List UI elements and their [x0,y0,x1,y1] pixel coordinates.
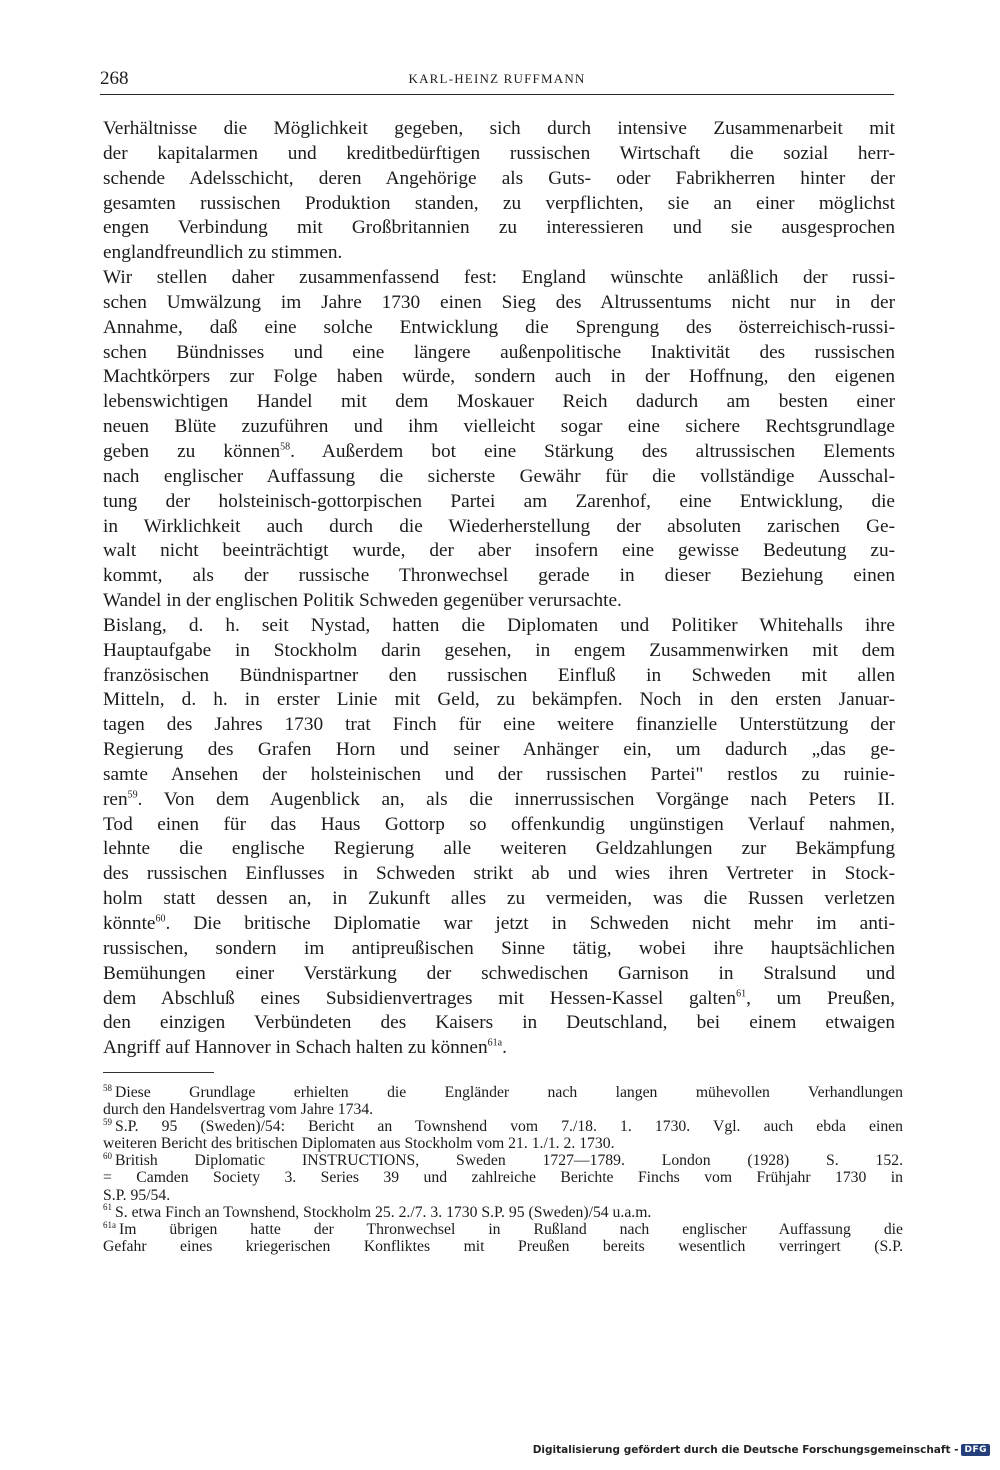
body-line: Wandel in der englischen Politik Schweden gegenüber verursachte. [103,590,622,612]
footnote-line: Gefahr eines kriegerischen Konfliktes mit Preußen bereits wesentlich verringert (S.P. [103,1237,903,1255]
footnote-line: = Camden Society 3. Series 39 und zahlreiche Berichte Finchs vom Frühjahr 1730 in [103,1169,903,1187]
line-part: . Von dem Augenblick an, als die innerrussischen Vorgänge nach Peters II. [137,788,895,810]
body-line: in Wirklichkeit auch durch die Wiederherstellung der absoluten zarischen Ge- [103,515,895,537]
body-line: nach englischer Auffassung die sicherste Gewähr für die vollständige Ausschal- [103,465,895,487]
body-line: tagen des Jahres 1730 trat Finch für eine weitere finanzielle Unterstützung der [103,714,895,736]
footnote-60 [103,1152,903,1203]
body-text [103,117,895,1061]
line-part: . [502,1037,507,1059]
footnote-line: weiteren Bericht des britischen Diplomaten aus Stockholm vom 21. 1./1. 2. 1730. [103,1135,615,1153]
footnote-line: S.P. 95/54. [103,1186,171,1204]
body-line: Verhältnisse die Möglichkeit gegeben, sich durch intensive Zusammenarbeit mit [103,118,895,139]
body-line: Mitteln, d. h. in erster Linie mit Geld, zu bekämpfen. Noch in den ersten Januar- [103,689,895,711]
body-line [103,1036,895,1061]
footnote-line [103,1152,903,1169]
body-line: neuen Blüte zuzuführen und ihm vielleicht sogar eine sichere Rechtsgrundlage [103,416,895,438]
footnote-line [103,1084,903,1101]
body-line: Bislang, d. h. seit Nystad, hatten die Diplomaten und Politiker Whitehalls ihre [103,614,895,636]
footnote-ref-58[interactable]: 58 [280,441,291,453]
line-part: Angriff auf Hannover in Schach halten zu können [103,1037,488,1059]
footnote-text: Diese Grundlage erhielten die Engländer nach langen mühevollen Verhandlungen [115,1084,903,1101]
body-line [103,788,895,813]
line-part: dem Abschluß eines Subsidienvertrages mit Hessen-Kassel galten [103,987,737,1009]
footnote-ref-61[interactable]: 61 [736,988,747,1000]
body-line: schen Umwälzung im Jahre 1730 einen Sieg des Altrussentums nicht nur in der [103,291,895,313]
footnote-61a [103,1221,903,1255]
body-line: englandfreundlich zu stimmen. [103,242,343,264]
body-line: französischen Bündnispartner den russischen Einfluß in Schweden mit allen [103,664,895,686]
footnote-58 [103,1084,903,1118]
footnote-59 [103,1118,903,1152]
body-line [103,440,895,465]
body-line: tung der holsteinisch-gottorpischen Partei am Zarenhof, eine Entwicklung, die [103,490,895,512]
page-header [100,66,894,95]
line-part: ren [103,788,128,810]
body-line: schende Adelsschicht, deren Angehörige als Guts- oder Fabrikherren hinter der [103,167,895,189]
body-line [103,912,895,937]
body-line: samte Ansehen der holsteinischen und der russischen Partei" restlos zu ruinie- [103,763,895,785]
footnote-mark: 59 [103,1116,112,1127]
body-line: kommt, als der russische Thronwechsel gerade in dieser Beziehung einen [103,565,895,587]
dfg-funding-text: Digitalisierung gefördert durch die Deutsche Forschungsgemeinschaft - [532,1444,959,1456]
footnote-text: S.P. 95 (Sweden)/54: Bericht an Townshend vom 7./18. 1. 1730. Vgl. auch ebda einen [115,1118,903,1136]
footnote-line [103,1221,903,1238]
body-line: engen Verbindung mit Großbritannien zu interessieren und sie ausgesprochen [103,217,895,239]
line-part: geben zu können [103,440,281,462]
body-line: holm statt dessen an, in Zukunft alles zu vermeiden, was die Russen verletzen [103,888,895,910]
body-line: des russischen Einflusses in Schweden strikt ab und wies ihren Vertreter in Stock- [103,863,895,885]
body-line: Annahme, daß eine solche Entwicklung die Sprengung des österreichisch-russi- [103,316,895,338]
body-line: gesamten russischen Produktion standen, zu verpflichten, sie an einer möglichst [103,192,895,214]
footnote-line: durch den Handelsvertrag vom Jahre 1734. [103,1101,374,1119]
body-line: russischen, sondern im antipreußischen Sinne tätig, wobei ihre hauptsächlichen [103,937,895,959]
footnote-line [103,1204,903,1221]
dfg-funding-banner [533,1442,990,1458]
footnote-mark: 60 [103,1151,112,1162]
body-line: Tod einen für das Haus Gottorp so offenkundig ungünstigen Verlauf nahmen, [103,813,895,835]
body-line: Hauptaufgabe in Stockholm darin gesehen, in engem Zusammenwirken mit dem [103,639,895,661]
line-part: . Außerdem bot eine Stärkung des altrussischen Elements [290,440,895,462]
footnote-text: S. etwa Finch an Townshend, Stockholm 25. 2./7. 3. 1730 S.P. 95 (Sweden)/54 u.a.m. [115,1203,652,1221]
body-line: Regierung des Grafen Horn und seiner Anhänger ein, um dadurch „das ge- [103,739,895,761]
body-line [103,987,895,1012]
body-line: Bemühungen einer Verstärkung der schwedischen Garnison in Stralsund und [103,962,895,984]
footnote-line [103,1118,903,1135]
dfg-logo-icon[interactable]: DFG [961,1444,990,1456]
footnote-text: British Diplomatic INSTRUCTIONS, Sweden 1727—1789. London (1928) S. 152. [115,1152,903,1170]
body-line: der kapitalarmen und kreditbedürftigen russischen Wirtschaft die sozial herr- [103,142,895,164]
footnote-divider [103,1072,214,1073]
line-part: . Die britische Diplomatie war jetzt in Schweden nicht mehr im anti- [165,913,895,934]
body-line: den einzigen Verbündeten des Kaisers in Deutschland, bei einem etwaigen [103,1012,895,1034]
footnote-mark: 58 [103,1082,112,1093]
footnote-mark: 61 [103,1202,112,1213]
body-line: walt nicht beeinträchtigt wurde, der aber insofern eine gewisse Bedeutung zu- [103,540,895,562]
page-number: 268 [100,68,129,89]
body-line: Machtkörpers zur Folge haben würde, sondern auch in der Hoffnung, den eigenen [103,366,895,388]
body-line: lehnte die englische Regierung alle weiteren Geldzahlungen zur Bekämpfung [103,838,895,860]
running-head: KARL-HEINZ RUFFMANN [408,71,586,86]
footnote-61 [103,1204,903,1221]
body-line: Wir stellen daher zusammenfassend fest: England wünschte anläßlich der russi- [103,267,895,289]
footnote-mark: 61a [103,1219,116,1230]
line-part: könnte [103,913,156,934]
body-line: schen Bündnisses und eine längere außenpolitische Inaktivität des russischen [103,341,895,363]
footnote-ref-61a[interactable]: 61a [487,1037,503,1049]
footnote-ref-60[interactable]: 60 [155,913,166,925]
line-part: , um Preußen, [746,987,895,1009]
footnote-ref-59[interactable]: 59 [127,789,138,801]
footnote-text: Im übrigen hatte der Thronwechsel in Rußland nach englischer Auffassung die [119,1220,903,1238]
footnotes [103,1084,903,1255]
body-line: lebenswichtigen Handel mit dem Moskauer Reich dadurch am besten einer [103,391,895,413]
